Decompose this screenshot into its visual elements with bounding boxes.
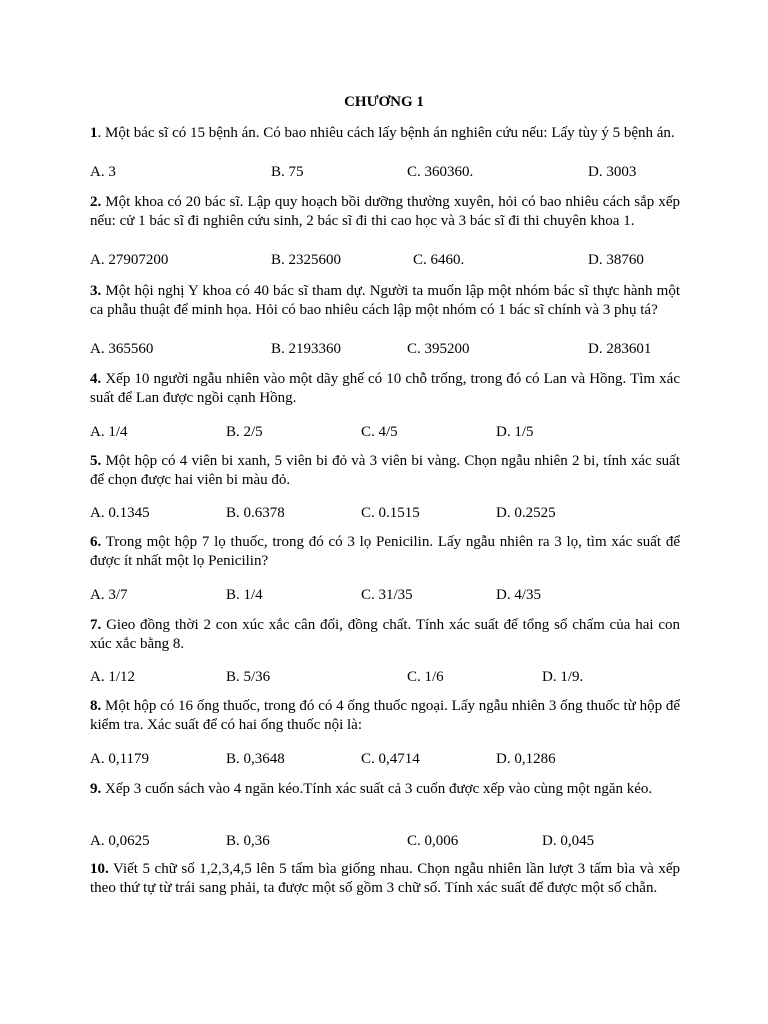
answer-option-b: B. 2193360	[271, 341, 342, 357]
answer-option-c: C. 0,4714	[361, 751, 420, 767]
answer-option-d: D. 1/9.	[542, 669, 584, 685]
answer-option-c: C. 0.1515	[361, 505, 420, 521]
answer-option-c: C. 395200	[407, 341, 470, 357]
answer-options	[90, 504, 690, 523]
answer-option-d: D. 3003	[588, 164, 637, 180]
answer-option-a: A. 0,1179	[90, 751, 150, 767]
question-number-suffix: .	[97, 125, 105, 141]
question-number: 5.	[90, 453, 102, 469]
question-text: Viết 5 chữ số 1,2,3,4,5 lên 5 tấm bìa giống nhau. Chọn ngẫu nhiên lần lượt 3 tấm bìa và xếp theo thứ tự từ trái sang phải, ta được một số gồm 3 chữ số. Tính xác suất để được một số chẵn.	[90, 861, 680, 896]
question-1	[90, 124, 680, 143]
answer-option-d: D. 1/5	[496, 424, 534, 440]
question-10	[90, 860, 680, 898]
question-text: Một bác sĩ có 15 bệnh án. Có bao nhiêu cách lấy bệnh án nghiên cứu nếu: Lấy tùy ý 5 bệnh án.	[105, 125, 675, 141]
answer-option-a: A. 1/12	[90, 669, 135, 685]
question-text: Một hội nghị Y khoa có 40 bác sĩ tham dự. Người ta muốn lập một nhóm bác sĩ thực hành một ca phẫu thuật để minh họa. Hỏi có bao nhiêu cách lập một nhóm có 1 bác sĩ chính và 3 phụ tá?	[90, 283, 681, 318]
answer-options	[90, 750, 690, 769]
answer-option-a: A. 3/7	[90, 587, 128, 603]
question-number: 4.	[90, 371, 102, 387]
answer-option-c: C. 0,006	[407, 833, 459, 849]
question-number: 6.	[90, 534, 102, 550]
question-2	[90, 193, 680, 231]
question-4	[90, 370, 680, 408]
answer-option-d: D. 38760	[588, 252, 644, 268]
question-3	[90, 282, 680, 320]
question-text: Gieo đồng thời 2 con xúc xắc cân đối, đồng chất. Tính xác suất để tổng số chấm của hai con xúc xắc bằng 8.	[90, 617, 680, 652]
question-number: 7.	[90, 617, 102, 633]
answer-option-d: D. 4/35	[496, 587, 541, 603]
answer-option-c: C. 31/35	[361, 587, 413, 603]
answer-option-b: B. 0.6378	[226, 505, 285, 521]
answer-option-a: A. 0.1345	[90, 505, 150, 521]
answer-option-d: D. 283601	[588, 341, 652, 357]
question-5	[90, 452, 680, 490]
question-number: 3.	[90, 283, 102, 299]
answer-options	[90, 340, 690, 359]
answer-option-a: A. 27907200	[90, 252, 169, 268]
answer-option-b: B. 2325600	[271, 252, 342, 268]
answer-option-b: B. 1/4	[226, 587, 263, 603]
question-number: 10.	[90, 861, 109, 877]
answer-option-a: A. 0,0625	[90, 833, 150, 849]
question-text: Xếp 10 người ngẫu nhiên vào một dãy ghế có 10 chỗ trống, trong đó có Lan và Hồng. Tìm xác suất để Lan được ngồi cạnh Hồng.	[90, 371, 680, 406]
answer-option-b: B. 2/5	[226, 424, 263, 440]
question-7	[90, 616, 680, 654]
question-number: 8.	[90, 698, 102, 714]
question-6	[90, 533, 680, 571]
question-text: Một khoa có 20 bác sĩ. Lập quy hoạch bồi dưỡng thường xuyên, hỏi có bao nhiêu cách sắp xếp nếu: cử 1 bác sĩ đi nghiên cứu sinh, 2 bác sĩ đi thi cao học và 3 bác sĩ đi thi chuyên khoa 1.	[90, 194, 680, 229]
question-number: 9.	[90, 781, 102, 797]
answer-option-b: B. 5/36	[226, 669, 271, 685]
chapter-title: CHƯƠNG 1	[344, 94, 424, 110]
answer-options	[90, 668, 690, 687]
answer-option-c: C. 360360.	[407, 164, 474, 180]
question-9	[90, 780, 680, 799]
answer-option-c: C. 1/6	[407, 669, 444, 685]
answer-option-a: A. 365560	[90, 341, 154, 357]
question-text: Xếp 3 cuốn sách vào 4 ngăn kéo.Tính xác suất cả 3 cuốn được xếp vào cùng một ngăn kéo.	[105, 781, 653, 797]
answer-options	[90, 251, 690, 270]
question-text: Một hộp có 16 ống thuốc, trong đó có 4 ống thuốc ngoại. Lấy ngẫu nhiên 3 ống thuốc từ hộp để kiểm tra. Xác suất để có hai ống thuốc nội là:	[90, 698, 681, 733]
answer-option-b: B. 75	[271, 164, 304, 180]
question-text: Trong một hộp 7 lọ thuốc, trong đó có 3 lọ Penicilin. Lấy ngẫu nhiên ra 3 lọ, tìm xác suất để được ít nhất một lọ Penicilin?	[90, 534, 680, 569]
answer-option-b: B. 0,36	[226, 833, 270, 849]
answer-option-a: A. 3	[90, 164, 116, 180]
answer-option-d: D. 0,045	[542, 833, 595, 849]
answer-options	[90, 586, 690, 605]
answer-option-a: A. 1/4	[90, 424, 128, 440]
answer-option-c: C. 6460.	[413, 252, 465, 268]
answer-option-b: B. 0,3648	[226, 751, 285, 767]
question-number: 1	[90, 125, 98, 141]
answer-option-d: D. 0,1286	[496, 751, 556, 767]
answer-options	[90, 163, 690, 182]
answer-options	[90, 832, 690, 851]
question-text: Một hộp có 4 viên bi xanh, 5 viên bi đỏ và 3 viên bi vàng. Chọn ngẫu nhiên 2 bi, tính xác suất để chọn được hai viên bi màu đỏ.	[90, 453, 681, 488]
answer-option-d: D. 0.2525	[496, 505, 556, 521]
answer-options	[90, 423, 690, 442]
answer-option-c: C. 4/5	[361, 424, 398, 440]
question-number: 2.	[90, 194, 102, 210]
question-8	[90, 697, 680, 735]
